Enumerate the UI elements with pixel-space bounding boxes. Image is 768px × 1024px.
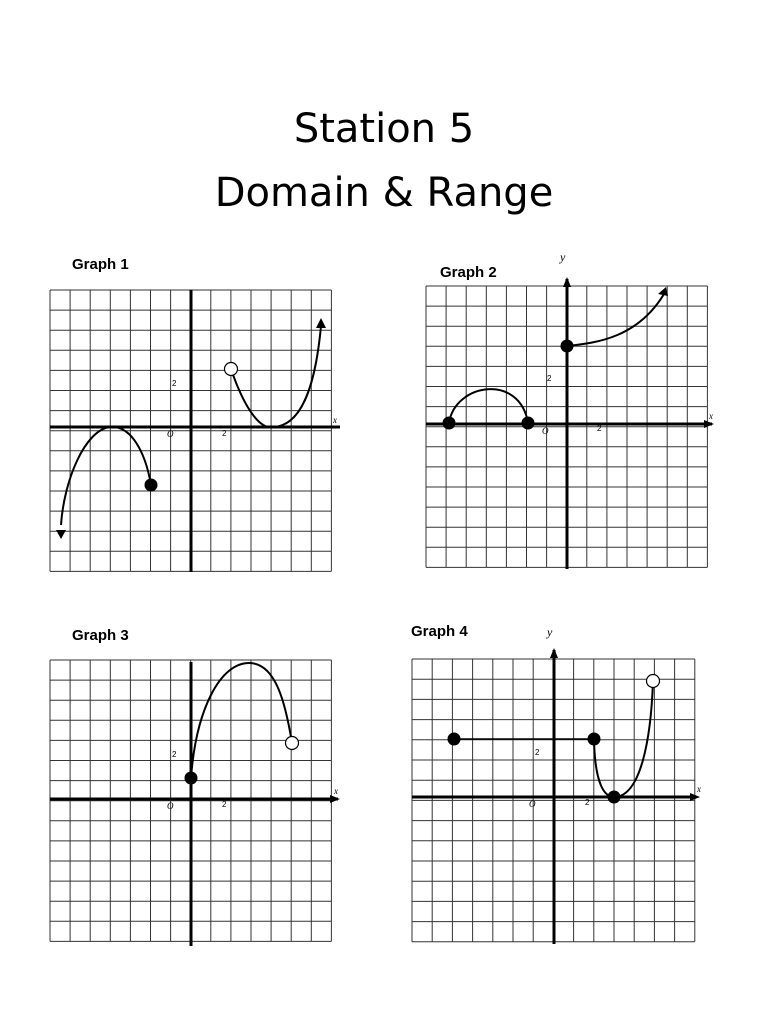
closed-point-start [561,340,574,353]
graph-2 [418,277,718,577]
curve-left-arc [61,427,151,525]
y-axis-arrow [563,277,571,287]
graph-3 [40,650,350,950]
x-axis-label: x [709,411,713,421]
graph-1 [40,280,350,580]
y-tick-label: 2 [172,750,177,759]
arrow-down-left [56,530,66,539]
graph-1-label: Graph 1 [72,256,129,273]
graph-4-y-axis-label: y [547,625,553,639]
closed-point-left [448,733,461,746]
origin-label: O [529,799,536,809]
x-tick-label: 2 [597,424,602,433]
closed-point [185,772,198,785]
open-point [225,363,238,376]
arrow-up-right [316,318,326,328]
curve-right-parabola [231,326,321,427]
graph-4 [406,648,706,948]
closed-point-left [443,417,456,430]
y-tick-label: 2 [172,379,177,388]
graph-4-label: Graph 4 [411,623,468,640]
graph-3-label: Graph 3 [72,627,129,644]
x-axis-label: x [334,786,338,796]
open-point [286,737,299,750]
origin-label: O [542,426,549,436]
origin-label: O [167,801,174,811]
page-title: Station 5 [293,106,475,152]
x-axis-arrow [330,795,340,803]
closed-point [145,479,158,492]
y-tick-label: 2 [535,748,540,757]
curve-exponential [567,294,664,346]
page-subtitle: Domain & Range [214,170,554,216]
x-tick-label: 2 [222,429,227,438]
x-axis-label: x [333,415,337,425]
closed-point-right [522,417,535,430]
origin-label: O [167,429,174,439]
x-axis-label: x [697,784,701,794]
graph-2-label: Graph 2 [440,264,497,281]
closed-point-vertex [608,791,621,804]
open-point [647,675,660,688]
arrow-up-right [658,287,668,296]
curve-semicircle [449,389,528,423]
closed-point-middle [588,733,601,746]
y-tick-label: 2 [547,374,552,383]
graph-2-y-axis-label: y [560,250,566,264]
y-axis-arrow [550,648,558,658]
curve-parabola [594,681,653,797]
x-tick-label: 2 [585,798,590,807]
x-tick-label: 2 [222,800,227,809]
x-axis-arrow [704,420,714,428]
